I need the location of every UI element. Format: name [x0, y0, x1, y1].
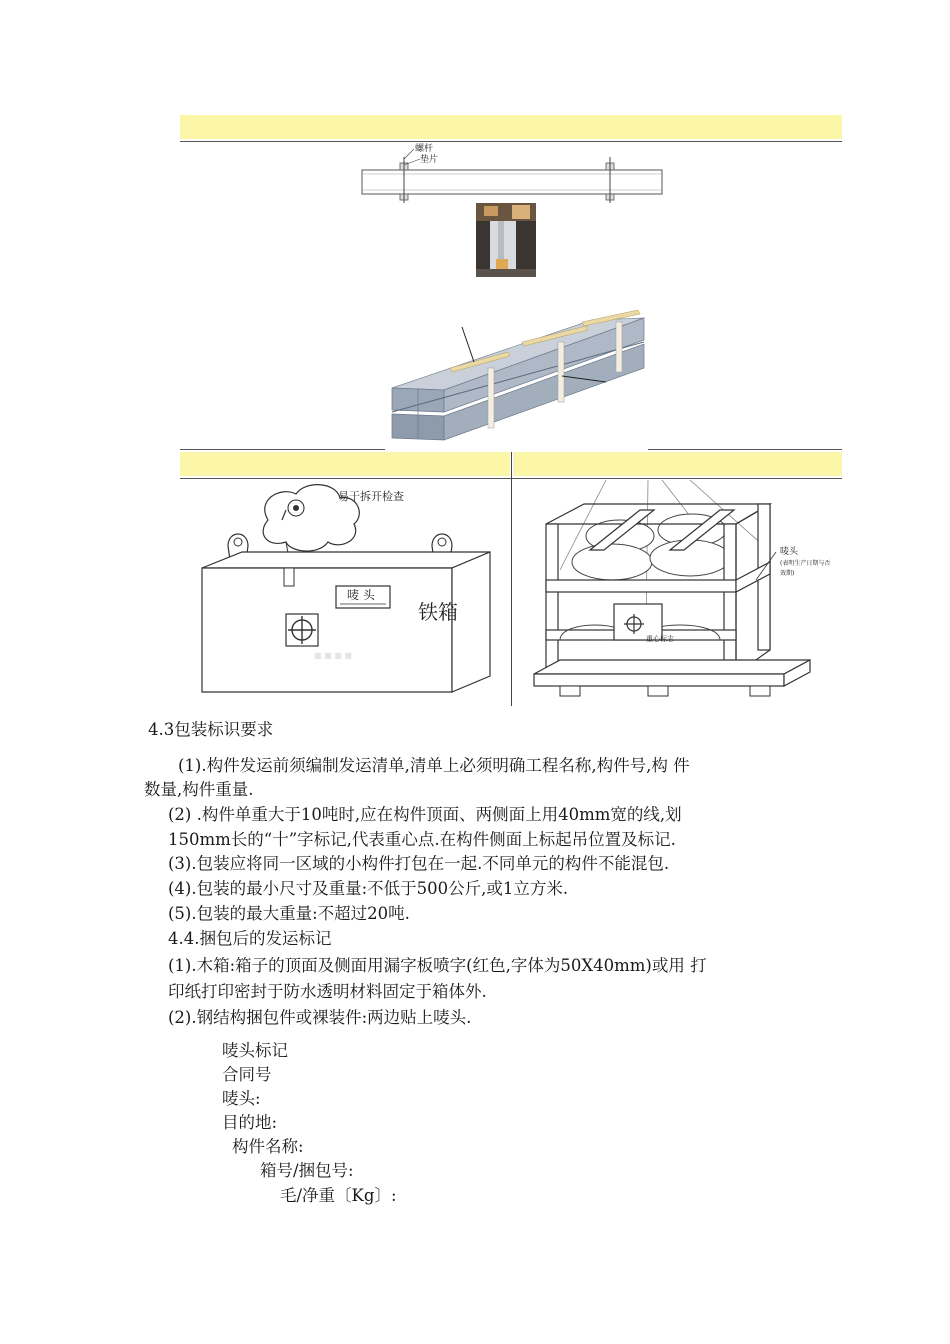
- label-mark-right-sub1: (表明生产日期与否: [780, 560, 831, 567]
- bundled-beams-diagram: [382, 310, 652, 450]
- figure-band-left: [180, 452, 510, 476]
- label-shipping-mark: 唛 头: [347, 588, 375, 602]
- beam-elevation-diagram: [350, 145, 680, 210]
- item-4-3-2-line1: (2) .构件单重大于10吨时,应在构件顶面、两侧面上用40mm宽的线,划: [168, 805, 682, 824]
- label-check: 易于拆开检查: [338, 490, 404, 503]
- mark-list-mark: 唛头:: [222, 1089, 261, 1108]
- label-bar: 螺杆: [415, 144, 434, 154]
- label-plate: 垫片: [420, 155, 439, 165]
- item-4-4-1-line2: 印纸打印密封于防水透明材料固定于箱体外.: [168, 982, 487, 1001]
- item-4-3-3: (3).包装应将同一区域的小构件打包在一起.不同单元的构件不能混包.: [168, 854, 670, 873]
- mark-list-title: 唛头标记: [222, 1041, 288, 1060]
- item-4-3-1-line2: 数量,构件重量.: [144, 780, 254, 799]
- label-mark-right: 唛头: [780, 547, 799, 557]
- mark-list-box-no: 箱号/捆包号:: [260, 1161, 354, 1180]
- divider-line: [180, 449, 385, 450]
- label-mark-right-sub2: 效期): [780, 570, 795, 577]
- heading-4-4: 4.4.捆包后的发运标记: [168, 929, 332, 948]
- figure-band-top: [180, 115, 842, 139]
- divider-line: [648, 449, 842, 450]
- mark-list-member-name: 构件名称:: [232, 1137, 304, 1156]
- divider-line: [180, 141, 842, 142]
- item-4-4-2: (2).钢结构捆包件或裸装件:两边贴上唛头.: [168, 1008, 472, 1027]
- beam-end-photo: [476, 203, 536, 277]
- label-iron-box: 铁箱: [418, 600, 458, 624]
- label-cg: 重心标志: [646, 635, 674, 643]
- mark-list-destination: 目的地:: [222, 1113, 278, 1132]
- item-4-3-2-line2: 150mm长的“十”字标记,代表重心点.在构件侧面上标起吊位置及标记.: [168, 830, 676, 849]
- item-4-3-5: (5).包装的最大重量:不超过20吨.: [168, 904, 410, 923]
- item-4-3-1-line1: (1).构件发运前须编制发运清单,清单上必须明确工程名称,构件号,构 件: [178, 756, 690, 775]
- mark-list-weight: 毛/净重〔Kg〕:: [280, 1186, 397, 1205]
- mark-list-contract: 合同号: [222, 1065, 272, 1084]
- svg-text:■ ■ ■ ■: ■ ■ ■ ■: [314, 651, 352, 660]
- heading-4-3: 4.3包装标识要求: [148, 720, 274, 739]
- wooden-crate-diagram: [520, 480, 820, 700]
- vertical-divider: [511, 452, 512, 706]
- item-4-3-4: (4).包装的最小尺寸及重量:不低于500公斤,或1立方米.: [168, 879, 569, 898]
- item-4-4-1-line1: (1).木箱:箱子的顶面及侧面用漏字板喷字(红色,字体为50X40mm)或用 打: [168, 956, 707, 975]
- figure-band-right: [513, 452, 842, 476]
